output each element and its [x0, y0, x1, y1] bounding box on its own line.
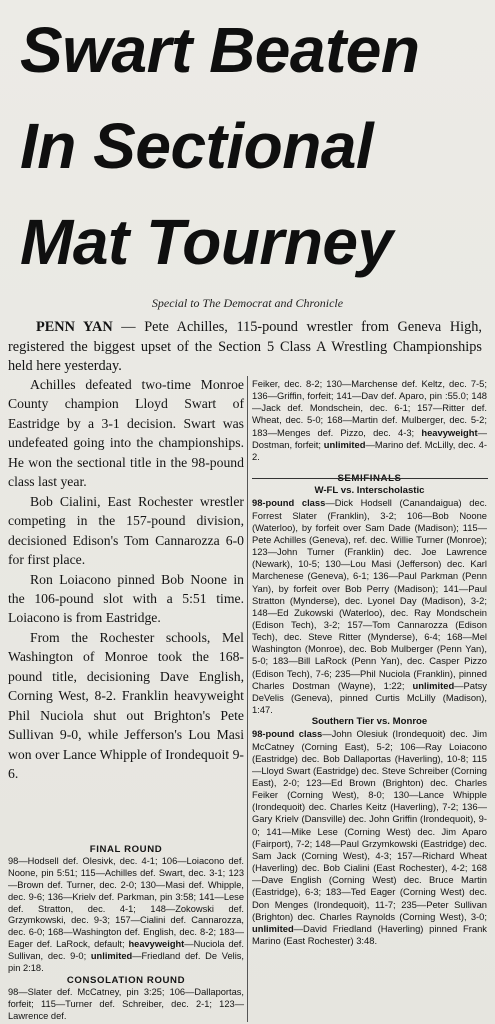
headline-line-2: In Sectional [20, 110, 374, 182]
body-paragraph: From the Rochester schools, Mel Washington of Monroe took the 168-pound title, decisioning Dave English, Corning West, 8-2. Franklin heavyweight Phil Nuciola shut out Brighton's Pete Sullivan 9-0, while Jefferson's Lou Masi won over Lance Whipple of Irondequoit 9-6. [8, 629, 244, 782]
headline-line-1: Swart Beaten [20, 14, 420, 86]
results-right-column [252, 378, 487, 947]
final-round-results: 98—Hodsell def. Olesivk, dec. 4-1; 106—Loiacono def. Noone, pin 5:51; 115—Achilles def. Swart, dec. 3-1; 123—Brown def. Turner, dec. 2-0; 130—Masi def. Whipple, dec. 9-6; 136—Krielv def. Parkman, pin 3:58; 141—Lese def. Stratton, dec. 4-1; 148—Zokowski def. Grzymkowski, dec. 9-3; 157—Cialini def. Cannarozza, dec. 6-0; 168—Washington def. English, dec. 8-2; 183—Eager def. LaRock, default; heavyweight—Nuciola def. Sullivan, dec. 9-0; unlimited—Friedland def. De Velis, pin 2:18. [8, 855, 244, 974]
dateline: PENN YAN [36, 319, 113, 335]
body-paragraph: Bob Cialini, East Rochester wrestler competing in the 157-pound division, decisioned Edison's Tom Cannarozza 6-0 for first place. [8, 493, 244, 568]
lead-paragraph [8, 318, 482, 377]
results-final-consolation [8, 844, 244, 1023]
column-divider [247, 376, 248, 1022]
headline-line-3: Mat Tourney [20, 206, 393, 278]
semifinal-2-results: 98-pound class—John Olesiuk (Irondequoit) dec. Jim McCatney (Corning East), 5-2; 106—Ray Loiacono (Eastridge) dec. Bob Dallaportas (Haverling), 10-8; 115—Lloyd Swart (Eastridge) dec. Steve Schreiber (Corning East), 2-0; 123—Ed Brown (Brighton) dec. Charles Feiker (Corning West), 8-0; 130—Lance Whipple (Irondequoit) dec. Charles Keitz (Haverling), 7-2; 136—Gary Krielv (Dansville) dec. John Griffin (Irondequoit), 9-0; 141—Mike Lese (Corning West) dec. Jim Aparo (Fairport), 7-2; 148—Paul Grzymkowski (Eastridge) dec. Sam Jack (Corning West), 4-3; 157—Richard Wheat (Haverling) dec. Bob Cialini (East Rochester), 4-2; 168—Dave English (Corning West) dec. Bruce Martin (Eastridge), 6-3; 183—Ted Eager (Corning West) dec. Don Menges (Irondequoit), 11-7; 235—Peter Sullivan (Brighton) dec. Charles Raynolds (Corning West), 3-0; unlimited—David Friedland (Haverling) pinned Frank Marino (East Rochester) 3:48. [252, 728, 487, 947]
semifinal-1-title: W-FL vs. Interscholastic [314, 485, 425, 497]
final-round-heading: FINAL ROUND [89, 844, 163, 855]
headline [20, 2, 490, 290]
byline-credit: Special to The Democrat and Chronicle [151, 296, 344, 310]
semifinal-1-results: 98-pound class—Dick Hodsell (Canandaigua) dec. Forrest Slater (Franklin), 3-2; 106—Bob Noone (Waterloo), by forfeit over Sam Dade (Madison); 115—Pete Achilles (Geneva), ref. dec. Willie Turner (Monroe); 123—John Turner (Franklin) dec. Joe Lawrence (Newark), 10-5; 130—Lou Masi (Jefferson) dec. Karl Marchenese (Geneva), 6-1; 136—Paul Parkman (Penn Yan), by forfeit over Bob Perry (Madison); 141—Paul Stratton (Mynderse), dec. Lyonel Day (Madison), 3-2; 148—Ed Zukowski (Waterloo), dec. Ray Mondschein (Edison Tech), 3-2; 157—Tom Cannarozza (Edison Tech), dec. Steve Ritter (Mynderse), 6-4; 168—Mel Washington (Monroe), dec. Bob Mulberger (Penn Yan), 5-0; 183—Bill LaRock (Penn Yan), dec. Casper Pizzo (Edison Tech), 7-6; 235—Phil Nuciola (Franklin), pinned Charles Dostman (Wayne), 1:22; unlimited—Patsy DeVelis (Geneva), pinned Curtis McLilly (Madison), 1:47. [252, 497, 487, 716]
semifinal-2-title: Southern Tier vs. Monroe [311, 716, 428, 728]
consolation-round-heading: CONSOLATION ROUND [66, 974, 186, 986]
section-divider [252, 478, 488, 479]
article-body [8, 375, 244, 784]
lead-text: — Pete Achilles, 115-pound wrestler from Geneva High, registered the biggest upset of the Section 5 Class A Wrestling Championships held here yesterday. [8, 319, 482, 375]
semifinals-heading [252, 473, 487, 485]
body-paragraph: Ron Loiacono pinned Bob Noone in the 106-pound slot with a 5:51 time. Loiacono is from Eastridge. [8, 571, 244, 626]
consolation-round-results: 98—Slater def. McCatney, pin 3:25; 106—Dallaportas, forfeit; 115—Turner def. Schreiber, dec. 2-1; 123—Lawrence def. [8, 986, 244, 1021]
body-paragraph: Achilles defeated two-time Monroe County champion Lloyd Swart of Eastridge by a 3-1 decision. Swart was undefeated going into the championships. He won the sectional title in the 98-pound class last year. [8, 377, 244, 490]
consolation-continued: Feiker, dec. 8-2; 130—Marchense def. Keltz, dec. 7-5; 136—Griffin, forfeit; 141—Dav def. Aparo, pin :55.0; 148—Jack def. Mondschein, dec. 6-1; 157—Ritter def. Wheat, dec. 5-0; 168—Martin def. Mulberger, dec. 5-2; 183—Menges def. Pizzo, dec. 4-3; heavyweight—Dostman, forfeit; unlimited—Marino def. McLilly, dec. 4-2. [252, 378, 487, 462]
